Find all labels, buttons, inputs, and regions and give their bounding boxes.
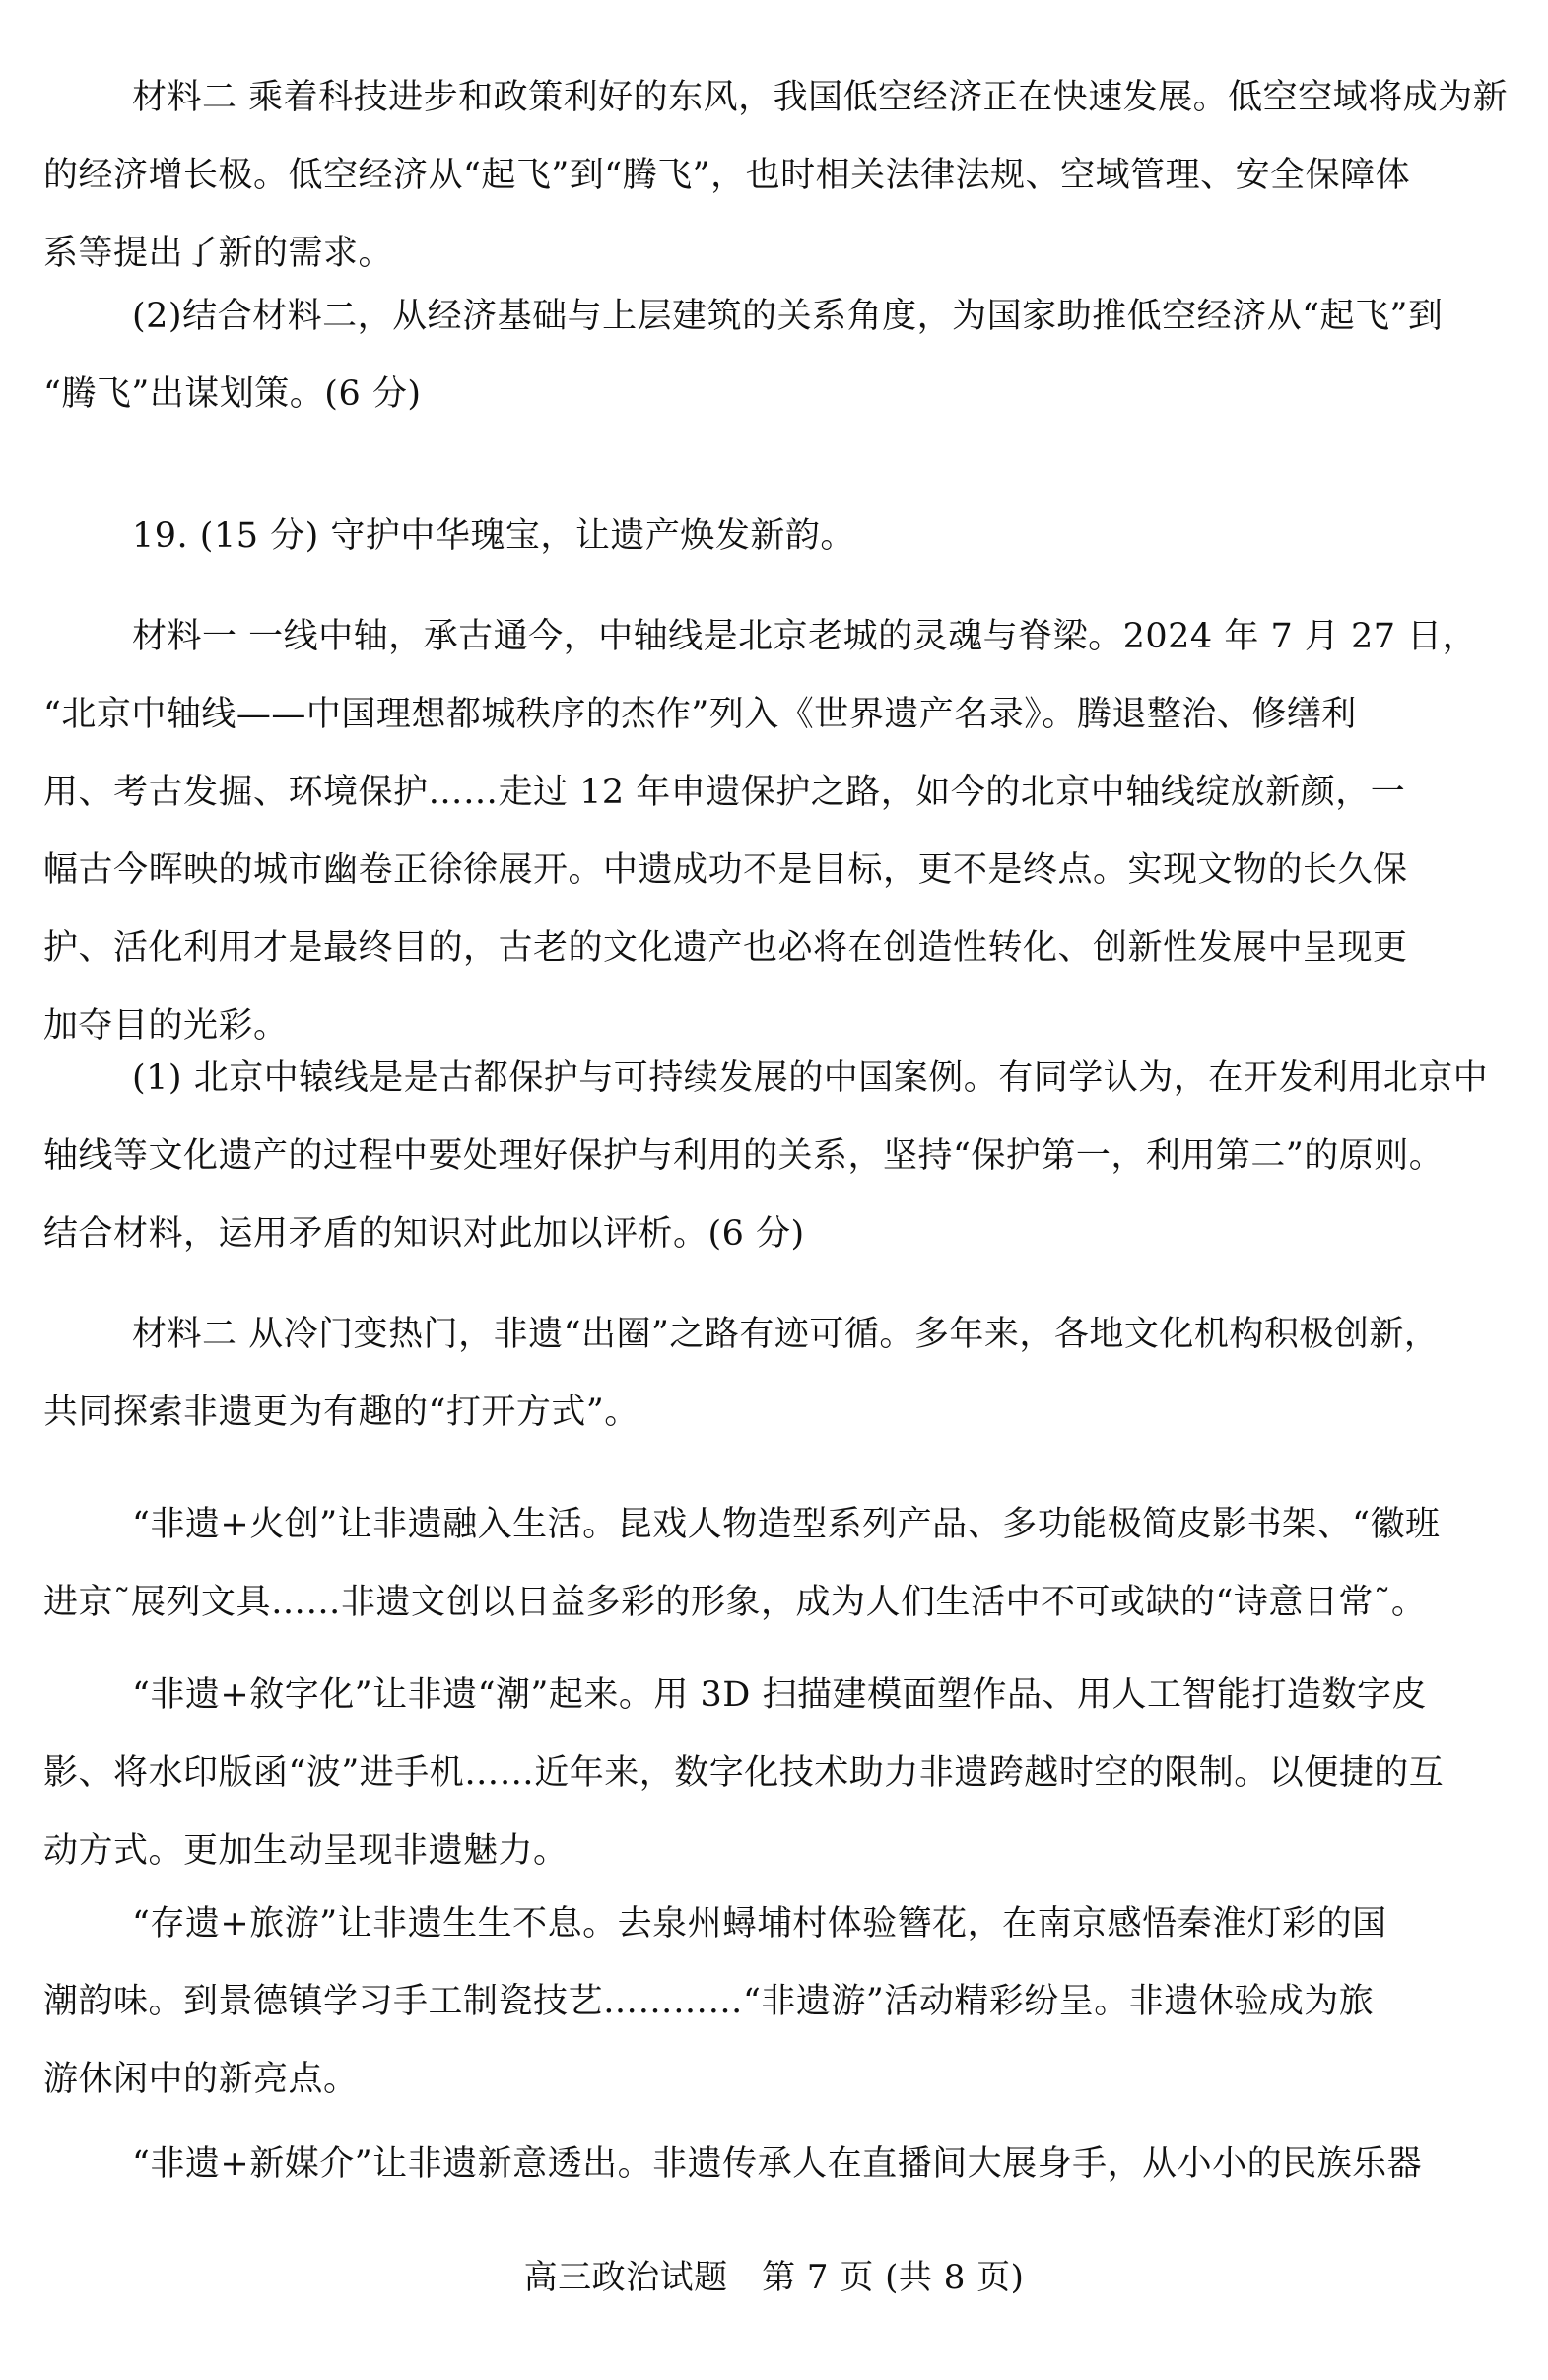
text-line: (1) 北京中辕线是是古都保护与可持续发展的中国案例。有同学认为，在开发利用北京中 <box>132 1058 1489 1098</box>
text-line: 系等提出了新的需求。 <box>43 234 394 273</box>
text-line: 护、活化利用才是最终目的，古老的文化遗产也必将在创造性转化、创新性发展中呈现更 <box>43 928 1408 968</box>
text-line: 结合材料，运用矛盾的知识对此加以评析。(6 分) <box>43 1214 805 1254</box>
text-line: 共同探索非遗更为有趣的“打开方式”。 <box>43 1393 639 1432</box>
text-line: 19. (15 分) 守护中华瑰宝，让遗产焕发新韵。 <box>132 516 855 556</box>
text-line: 游休闲中的新亮点。 <box>43 2060 359 2099</box>
heritage-tourism-paragraph <box>43 1885 1512 2119</box>
text-line: “北京中轴线——中国理想都城秩序的杰作”列入《世界遗产名录》。腾退整治、修缮利 <box>43 695 1357 734</box>
text-line: “非遗+敘字化”让非遗“潮”起来。用 3D 扫描建模面塑作品、用人工智能打造数字皮 <box>132 1675 1427 1715</box>
text-line: “非遗+新媒介”让非遗新意透出。非遗传承人在直播间大展身手，从小小的民族乐器 <box>132 2144 1423 2184</box>
text-line: 材料一 一线中轴，承古通今，中轴线是北京老城的灵魂与脊梁。2024 年 7 月 27 日， <box>132 617 1478 656</box>
question-19-heading <box>43 498 1512 576</box>
text-line: 轴线等文化遗产的过程中要处理好保护与利用的关系，坚持“保护第一，利用第二”的原则。 <box>43 1136 1445 1176</box>
text-line: 潮韵味。到景德镇学习手工制瓷技艺…………“非遗游”活动精彩纷呈。非遗休验成为旅 <box>43 1982 1375 2021</box>
text-line: 用、考古发掘、环境保护……走过 12 年申遗保护之路，如今的北京中轴线绽放新颜，一 <box>43 773 1406 812</box>
question-19-1-prompt <box>43 1040 1512 1273</box>
material-2-intangible-heritage <box>43 1296 1512 1452</box>
text-line: 加夺目的光彩。 <box>43 1006 289 1046</box>
text-line: 材料二 乘着科技进步和政策利好的东风，我国低空经济正在快速发展。低空空域将成为新 <box>132 78 1509 117</box>
text-line: “非遗+火创”让非遗融入生活。昆戏人物造型系列产品、多功能极简皮影书架、“徽班 <box>132 1505 1441 1544</box>
text-line: 进京˜展列文具……非遗文创以日益多彩的形象，成为人们生活中不可或缺的“诗意日常˜。 <box>43 1583 1427 1622</box>
text-line: “存遗+旅游”让非遗生生不息。去泉州蟳埔村体验簪花，在南京感悟秦淮灯彩的国 <box>132 1904 1387 1943</box>
text-line: 动方式。更加生动呈现非遗魅力。 <box>43 1831 569 1870</box>
heritage-creative-paragraph <box>43 1486 1512 1642</box>
page-footer: 高三政治试题 第 7 页 (共 8 页) <box>523 2258 1025 2297</box>
material-2-low-altitude-economy <box>43 59 1512 293</box>
text-line: 幅古今晖映的城市幽卷正徐徐展开。中遗成功不是目标，更不是终点。实现文物的长久保 <box>43 850 1408 890</box>
text-line: “腾飞”出谋划策。(6 分) <box>43 374 422 414</box>
heritage-media-paragraph <box>43 2126 1512 2204</box>
text-line: 材料二 从冷门变热门，非遗“出圈”之路有迹可循。多年来，各地文化机构积极创新， <box>132 1315 1440 1354</box>
text-line: (2)结合材料二，从经济基础与上层建筑的关系角度，为国家助推低空经济从“起飞”到 <box>132 297 1444 336</box>
text-line: 的经济增长极。低空经济从“起飞”到“腾飞”，也时相关法律法规、空域管理、安全保障体 <box>43 156 1411 195</box>
heritage-digital-paragraph <box>43 1657 1512 1890</box>
material-1-central-axis <box>43 598 1512 1065</box>
text-line: 影、将水印版函“波”进手机……近年来，数字化技术助力非遗跨越时空的限制。以便捷的互 <box>43 1753 1445 1793</box>
question-2-prompt <box>43 278 1512 434</box>
